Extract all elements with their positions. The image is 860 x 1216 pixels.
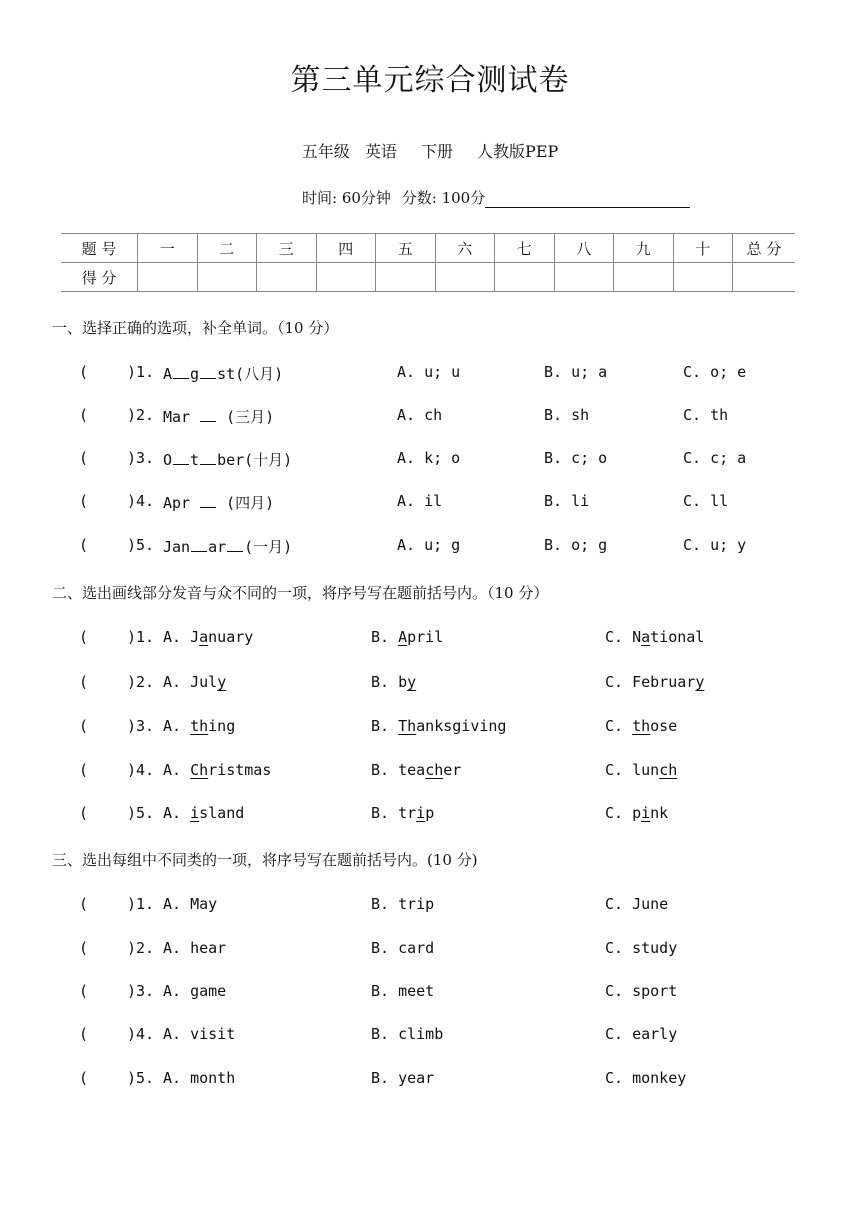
- score-cell[interactable]: [614, 263, 674, 292]
- question-stem: O t ber(十月): [163, 451, 293, 469]
- page-title: 第三单元综合测试卷: [290, 63, 570, 98]
- score-cell[interactable]: [495, 263, 555, 292]
- answer-paren-open[interactable]: (: [79, 939, 89, 957]
- answer-paren-open[interactable]: (: [79, 761, 89, 779]
- time-value: 60分钟: [341, 189, 391, 207]
- option-b: B. u; a: [544, 363, 608, 381]
- question-number: )3.: [127, 717, 155, 735]
- volume-label: 下册: [420, 142, 453, 161]
- score-cell[interactable]: [435, 263, 495, 292]
- section-1-heading: 一、选择正确的选项，补全单词。（10 分）: [52, 319, 339, 337]
- score-value: 100分: [441, 189, 486, 207]
- option-a: A. ch: [397, 406, 443, 424]
- score-label: 分数:: [401, 189, 437, 207]
- s1-question-5: [0, 536, 860, 556]
- fill-blank[interactable]: [200, 493, 216, 508]
- grade-label: 五年级: [301, 142, 350, 161]
- option-b: B. teacher: [371, 761, 462, 779]
- header-label-cell: 题 号: [61, 234, 138, 263]
- option-a: A. game: [163, 982, 227, 1000]
- score-cell[interactable]: [138, 263, 198, 292]
- option-a: A. u; u: [397, 363, 461, 381]
- score-cell[interactable]: [197, 263, 257, 292]
- option-a: A. January: [163, 628, 254, 646]
- fill-blank[interactable]: [173, 450, 189, 465]
- score-cell[interactable]: [316, 263, 376, 292]
- question-number: )2.: [127, 673, 155, 691]
- option-c: C. National: [605, 628, 705, 646]
- score-label-cell: 得 分: [61, 263, 138, 292]
- option-b: B. climb: [371, 1025, 444, 1043]
- fill-blank[interactable]: [200, 407, 216, 422]
- option-c: C. June: [605, 895, 669, 913]
- question-number: )3.: [127, 449, 155, 467]
- option-c: C. early: [605, 1025, 678, 1043]
- option-a: A. k; o: [397, 449, 461, 467]
- fill-blank[interactable]: [191, 537, 207, 552]
- fill-blank[interactable]: [173, 364, 189, 379]
- column-header: 七: [495, 234, 555, 263]
- question-number: )1.: [127, 363, 155, 381]
- question-stem: A g st(八月): [163, 365, 284, 383]
- answer-paren-open[interactable]: (: [79, 449, 89, 467]
- option-b: B. trip: [371, 804, 435, 822]
- option-b: B. Thanksgiving: [371, 717, 507, 735]
- answer-paren-open[interactable]: (: [79, 492, 89, 510]
- answer-paren-open[interactable]: (: [79, 673, 89, 691]
- question-number: )5.: [127, 536, 155, 554]
- s1-question-1: [0, 363, 860, 383]
- answer-paren-open[interactable]: (: [79, 1069, 89, 1087]
- column-header: 十: [673, 234, 733, 263]
- question-number: )1.: [127, 628, 155, 646]
- exam-meta: [302, 187, 690, 208]
- score-table-score-row: [61, 263, 795, 292]
- s1-question-4: [0, 492, 860, 512]
- score-cell[interactable]: [733, 263, 796, 292]
- question-number: )2.: [127, 939, 155, 957]
- question-stem: Jan ar (一月): [163, 538, 293, 556]
- answer-paren-open[interactable]: (: [79, 536, 89, 554]
- option-a: A. u; g: [397, 536, 461, 554]
- s3-question-5: [0, 1069, 860, 1089]
- question-number: )2.: [127, 406, 155, 424]
- column-header: 八: [554, 234, 614, 263]
- option-b: B. by: [371, 673, 417, 691]
- answer-paren-open[interactable]: (: [79, 363, 89, 381]
- option-c: C. those: [605, 717, 678, 735]
- question-number: )4.: [127, 761, 155, 779]
- subject-label: 英语: [364, 142, 397, 161]
- option-c: C. study: [605, 939, 678, 957]
- s2-question-2: [0, 673, 860, 693]
- option-c: C. monkey: [605, 1069, 687, 1087]
- question-number: )4.: [127, 1025, 155, 1043]
- option-b: B. year: [371, 1069, 435, 1087]
- time-label: 时间:: [302, 189, 338, 207]
- edition-label: 人教版PEP: [477, 142, 559, 161]
- fill-blank[interactable]: [227, 537, 243, 552]
- option-c: C. pink: [605, 804, 669, 822]
- question-number: )3.: [127, 982, 155, 1000]
- name-blank[interactable]: [485, 192, 690, 208]
- s2-question-1: [0, 628, 860, 648]
- question-number: )5.: [127, 804, 155, 822]
- question-number: )1.: [127, 895, 155, 913]
- s2-question-5: [0, 804, 860, 824]
- question-stem: Mar (三月): [163, 408, 275, 426]
- option-a: A. thing: [163, 717, 236, 735]
- score-cell[interactable]: [257, 263, 317, 292]
- s3-question-2: [0, 939, 860, 959]
- s3-question-4: [0, 1025, 860, 1045]
- column-header: 五: [376, 234, 436, 263]
- option-a: A. visit: [163, 1025, 236, 1043]
- answer-paren-open[interactable]: (: [79, 628, 89, 646]
- score-table-header-row: [61, 234, 795, 263]
- option-b: B. li: [544, 492, 590, 510]
- option-b: B. meet: [371, 982, 435, 1000]
- column-header: 三: [257, 234, 317, 263]
- column-header: 四: [316, 234, 376, 263]
- score-cell[interactable]: [673, 263, 733, 292]
- option-c: C. ll: [683, 492, 729, 510]
- option-b: B. sh: [544, 406, 590, 424]
- option-b: B. April: [371, 628, 444, 646]
- option-c: C. sport: [605, 982, 678, 1000]
- question-stem: Apr (四月): [163, 494, 275, 512]
- answer-paren-open[interactable]: (: [79, 717, 89, 735]
- option-a: A. il: [397, 492, 443, 510]
- s1-question-3: [0, 449, 860, 469]
- answer-paren-open[interactable]: (: [79, 1025, 89, 1043]
- option-b: B. c; o: [544, 449, 608, 467]
- option-b: B. o; g: [544, 536, 608, 554]
- column-header: 一: [138, 234, 198, 263]
- option-a: A. hear: [163, 939, 227, 957]
- option-c: C. o; e: [683, 363, 747, 381]
- fill-blank[interactable]: [200, 450, 216, 465]
- s1-question-2: [0, 406, 860, 426]
- option-a: A. Christmas: [163, 761, 272, 779]
- option-a: A. May: [163, 895, 218, 913]
- answer-paren-open[interactable]: (: [79, 804, 89, 822]
- s2-question-4: [0, 761, 860, 781]
- s3-question-3: [0, 982, 860, 1002]
- option-c: C. lunch: [605, 761, 678, 779]
- option-a: A. month: [163, 1069, 236, 1087]
- option-c: C. February: [605, 673, 705, 691]
- option-c: C. u; y: [683, 536, 747, 554]
- column-header: 九: [614, 234, 674, 263]
- score-table: [61, 233, 795, 292]
- section-3-heading: 三、选出每组中不同类的一项，将序号写在题前括号内。(10 分): [52, 851, 478, 869]
- option-c: C. c; a: [683, 449, 747, 467]
- fill-blank[interactable]: [200, 364, 216, 379]
- answer-paren-open[interactable]: (: [79, 982, 89, 1000]
- answer-paren-open[interactable]: (: [79, 406, 89, 424]
- column-header: 二: [197, 234, 257, 263]
- question-number: )5.: [127, 1069, 155, 1087]
- subtitle: [0, 139, 860, 162]
- option-c: C. th: [683, 406, 729, 424]
- column-header: 六: [435, 234, 495, 263]
- column-header-total: 总 分: [733, 234, 796, 263]
- score-cell[interactable]: [554, 263, 614, 292]
- option-a: A. island: [163, 804, 245, 822]
- option-b: B. card: [371, 939, 435, 957]
- s2-question-3: [0, 717, 860, 737]
- s3-question-1: [0, 895, 860, 915]
- score-cell[interactable]: [376, 263, 436, 292]
- option-a: A. July: [163, 673, 227, 691]
- option-b: B. trip: [371, 895, 435, 913]
- section-2-heading: 二、选出画线部分发音与众不同的一项，将序号写在题前括号内。（10 分）: [52, 584, 549, 602]
- answer-paren-open[interactable]: (: [79, 895, 89, 913]
- question-number: )4.: [127, 492, 155, 510]
